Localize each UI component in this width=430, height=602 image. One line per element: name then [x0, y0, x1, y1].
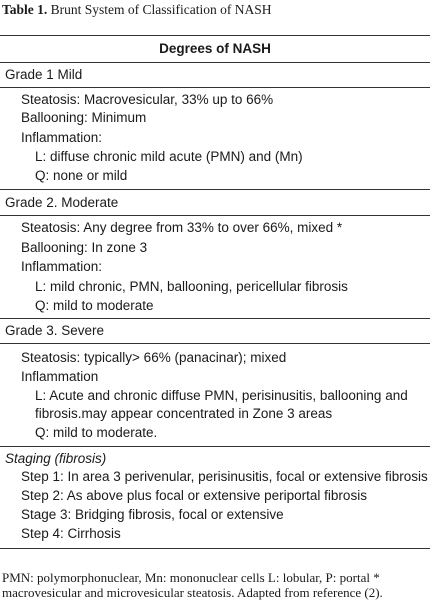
grade-1-title: Grade 1 Mild — [5, 67, 83, 82]
table-caption — [2, 2, 272, 18]
grade-1-ballooning: Ballooning: Minimum — [21, 110, 147, 125]
table-bottom-rule — [0, 548, 430, 549]
grade-3-lobular-line-1: L: Acute and chronic diffuse PMN, perisinusitis, ballooning and — [35, 388, 408, 403]
grade-1-bottom-rule — [0, 189, 430, 190]
grade-2-ballooning: Ballooning: In zone 3 — [21, 240, 148, 255]
staging-stage-3: Stage 3: Bridging fibrosis, focal or extensive — [21, 507, 284, 522]
grade-2-portal: Q: mild to moderate — [35, 298, 154, 313]
grade-3-title: Grade 3. Severe — [5, 323, 105, 338]
grade-1-rule — [0, 87, 430, 88]
grade-3-steatosis: Steatosis: typically> 66% (panacinar); mixed — [21, 350, 287, 365]
grade-2-steatosis: Steatosis: Any degree from 33% to over 66%, mixed * — [21, 220, 343, 235]
grade-2-inflammation: Inflammation: — [21, 259, 103, 274]
grade-3-portal: Q: mild to moderate. — [35, 425, 158, 440]
grade-2-rule — [0, 215, 430, 216]
staging-step-1: Step 1: In area 3 perivenular, perisinusitis, focal or extensive fibrosis — [21, 469, 428, 484]
staging-step-4: Step 4: Cirrhosis — [21, 526, 121, 541]
header-rule — [0, 62, 430, 63]
footnote-line-2: macrovesicular and microvesicular steatosis. Adapted from reference (2). — [2, 585, 383, 600]
grade-3-rule — [0, 343, 430, 344]
grade-3-bottom-rule — [0, 446, 430, 447]
table-top-rule — [0, 35, 430, 36]
grade-1-portal: Q: none or mild — [35, 168, 128, 183]
grade-2-lobular: L: mild chronic, PMN, ballooning, pericellular fibrosis — [35, 279, 348, 294]
staging-title: Staging (fibrosis) — [5, 451, 107, 466]
table-header: Degrees of NASH — [159, 41, 271, 56]
footnote-line-1: PMN: polymorphonuclear, Mn: mononuclear cells L: lobular, P: portal * — [2, 570, 380, 585]
staging-step-2: Step 2: As above plus focal or extensive periportal fibrosis — [21, 488, 367, 503]
grade-3-lobular-line-2: fibrosis.may appear concentrated in Zone 3 areas — [35, 406, 333, 421]
grade-1-inflammation: Inflammation: — [21, 130, 103, 145]
grade-1-lobular: L: diffuse chronic mild acute (PMN) and (Mn) — [35, 149, 303, 164]
grade-3-inflammation: Inflammation — [21, 369, 99, 384]
table-caption-text: Brunt System of Classification of NASH — [50, 2, 272, 17]
grade-2-bottom-rule — [0, 318, 430, 319]
grade-2-title: Grade 2. Moderate — [5, 195, 119, 210]
table-footnote — [2, 570, 430, 600]
table-caption-label: Table 1. — [2, 2, 48, 17]
grade-1-steatosis: Steatosis: Macrovesicular, 33% up to 66% — [21, 92, 274, 107]
